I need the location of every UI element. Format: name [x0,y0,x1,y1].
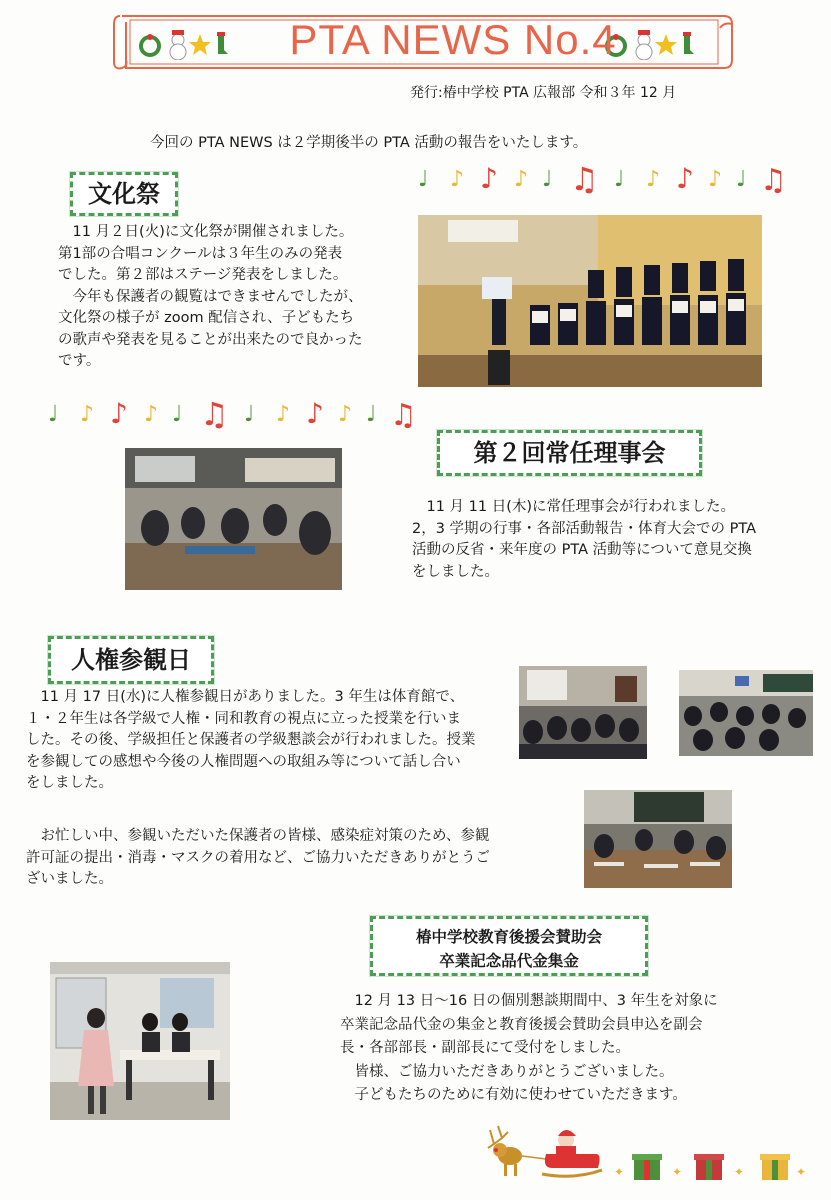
choir-photo [418,215,762,387]
svg-text:✦: ✦ [734,1165,745,1179]
svg-text:♩: ♩ [418,167,429,192]
classroom-photo-2 [584,790,732,888]
reception-photo [50,962,230,1120]
svg-text:♫: ♫ [570,160,599,194]
sanjokai-heading-line1: 椿中学校教育後援会賛助会 [415,928,602,946]
svg-text:♪: ♪ [276,402,291,427]
sanjokai-heading [370,916,648,976]
gym-class-photo [519,666,647,759]
reindeer-sleigh-gifts-icon [484,1124,814,1186]
jinken-body: 11 月 17 日(水)に人権参観日がありました。3 年生は体育館で、 １・２年生は各学級で人権・同和教育の視点に立った授業を行いま した。その後、学級担任と保護者の学級懇談会が行われました。授業 を参観しての感想や今後の人権問題への取組み等について話し合い をしました。 [26,689,476,791]
gym-class-photo-illustration [519,666,647,759]
svg-text:♪: ♪ [514,167,529,192]
choir-photo-illustration [418,215,762,387]
svg-text:♩: ♩ [614,167,625,192]
svg-text:♩: ♩ [736,167,747,192]
svg-text:♪: ♪ [80,402,95,427]
svg-text:♩: ♩ [172,402,183,427]
svg-text:✦: ✦ [614,1165,625,1179]
bunkasai-body: 11 月２日(火)に文化祭が開催されました。 第1部の合唱コンクールは３年生のみの発表 でした。第２部はステージ発表をしました。 今年も保護者の観覧はできませんでしたが、 文化祭の様子が zoom 配信され、子どもたち の歌声や発表を見ることが出来たので良かった です。 [58,224,363,369]
svg-text:♫: ♫ [760,163,787,194]
svg-text:♪: ♪ [338,402,353,427]
title-banner [112,10,734,72]
classroom-photo-1 [679,670,813,756]
jinken-body-thanks: お忙しい中、参観いただいた保護者の皆様、感染症対策のため、参観 許可証の提出・消毒・マスクの着用など、ご協力いただきありがとうご ざいました。 [26,828,490,887]
svg-text:♪: ♪ [144,402,159,427]
classroom-photo-2-illustration [584,790,732,888]
meeting-photo-illustration [125,448,342,590]
jonin-body: 11 月 11 日(木)に常任理事会が行われました。 2，3 学期の行事・各部活動報告・体育大会での PTA 活動の反省・来年度の PTA 活動等について意見交換 をしました。 [412,499,757,580]
classroom-photo-1-illustration [679,670,813,756]
meeting-photo [125,448,342,590]
svg-text:✦: ✦ [796,1165,807,1179]
jinken-heading: 人権参観日 [48,636,214,684]
svg-text:♩: ♩ [366,402,377,427]
svg-text:♩: ♩ [48,402,59,427]
jonin-heading: 第２回常任理事会 [437,430,702,476]
newsletter-title: PTA NEWS No.4 [289,16,617,63]
svg-text:♪: ♪ [676,162,694,194]
intro-text: 今回の PTA NEWS は２学期後半の PTA 活動の報告をいたします。 [150,135,588,151]
svg-text:♪: ♪ [110,397,128,429]
svg-text:♩: ♩ [542,167,553,192]
music-notes-middle-icon [48,395,420,429]
svg-text:♫: ♫ [200,395,229,429]
svg-text:♫: ♫ [390,398,417,429]
svg-text:♩: ♩ [244,402,255,427]
svg-text:♪: ♪ [646,167,661,192]
music-notes-top-icon [418,160,790,194]
svg-text:♪: ♪ [450,167,465,192]
svg-text:♪: ♪ [306,397,324,429]
svg-text:♪: ♪ [708,167,723,192]
publisher-line: 発行:椿中学校 PTA 広報部 令和３年 12 月 [410,85,677,101]
reception-photo-illustration [50,962,230,1120]
sanjokai-heading-line2: 卒業記念品代金集金 [439,952,579,970]
svg-text:✦: ✦ [672,1165,683,1179]
bunkasai-heading: 文化祭 [70,172,178,216]
svg-text:♪: ♪ [480,162,498,194]
sanjokai-body: 12 月 13 日～16 日の個別懇談期間中、3 年生を対象に 卒業記念品代金の集金と教育後援会賛助会員申込を副会 長・各部部長・副部長にて受付をしました。 皆様、ご協力いただきありがとうございました。 子どもたちのために有効に使わせていただきます。 [340,993,718,1103]
